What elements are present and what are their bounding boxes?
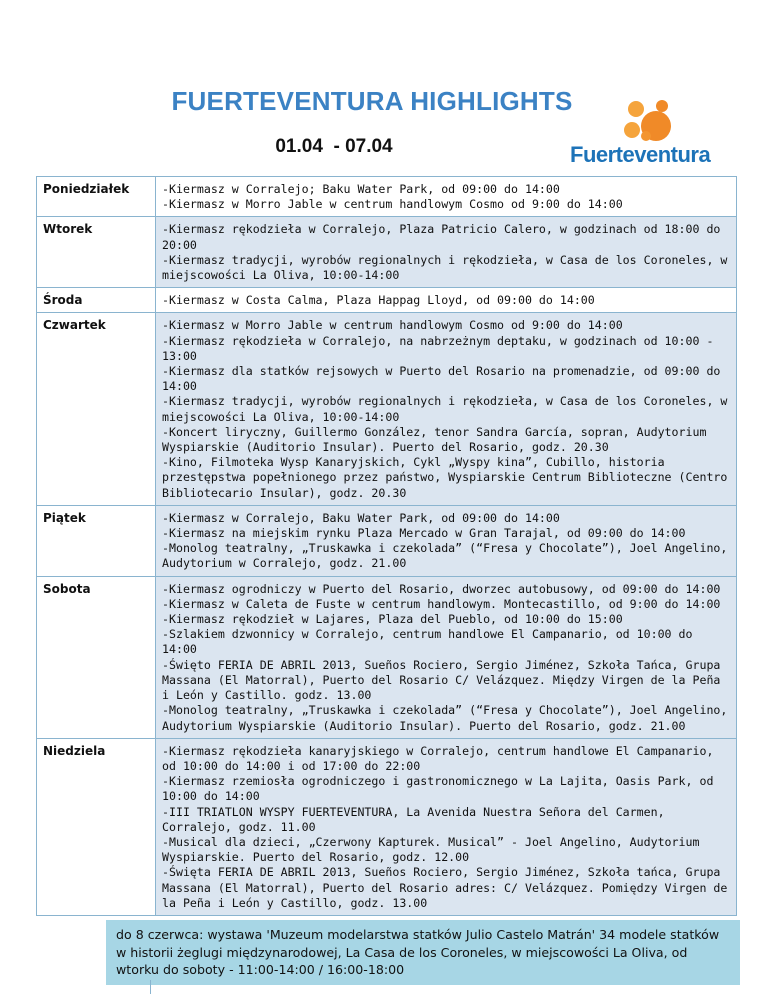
schedule-row xyxy=(37,177,737,217)
schedule-row xyxy=(37,505,737,576)
event-item: -Kiermasz w Morro Jable w centrum handlowym Cosmo od 9:00 do 14:00 xyxy=(162,318,623,333)
table-divider xyxy=(150,980,151,994)
schedule-row xyxy=(37,313,737,505)
event-item: -Kiermasz w Morro Jable w centrum handlowym Cosmo od 9:00 do 14:00 xyxy=(162,197,623,212)
day-events xyxy=(156,217,737,288)
day-label: Sobota xyxy=(37,576,156,738)
schedule-row xyxy=(37,288,737,313)
schedule-row xyxy=(37,576,737,738)
event-item: -Musical dla dzieci, „Czerwony Kapturek. Musical” - Joel Angelino, Audytorium Wyspiarskie. Puerto del Rosario, godz. 12.00 xyxy=(162,834,700,865)
event-item: -Kiermasz rzemiosła ogrodniczego i gastronomicznego w La Lajita, Oasis Park, od 10:00 do 14:00 xyxy=(162,774,714,804)
logo-text: Fuerteventura xyxy=(570,142,711,167)
schedule-row xyxy=(37,738,737,915)
day-events xyxy=(156,738,737,915)
event-item: -Kiermasz rękodzieła kanaryjskiego w Corralejo, centrum handlowe El Campanario, od 10:00 do 14:00 i od 17:00 do 22:00 xyxy=(162,743,714,773)
event-item: -Kiermasz na miejskim rynku Plaza Mercado w Gran Tarajal, od 09:00 do 14:00 xyxy=(162,526,686,541)
event-item: -Kiermasz w Corralejo, Baku Water Park, od 09:00 do 14:00 xyxy=(162,510,560,525)
day-label: Środa xyxy=(37,288,156,313)
day-label: Wtorek xyxy=(37,217,156,288)
exhibition-note: do 8 czerwca: wystawa 'Muzeum modelarstwa statków Julio Castelo Matrán' 34 modele statków w historii żeglugi międzynarodowej, La Casa de los Coroneles, w miejscowości La Oliva, od wtorku do soboty - 11:00-14:00 / 16:00-18:00 xyxy=(106,920,740,985)
day-events xyxy=(156,288,737,313)
day-label: Czwartek xyxy=(37,313,156,505)
event-item: -Święta FERIA DE ABRIL 2013, Sueños Rociero, Sergio Jiménez, Szkoła tańca, Grupa Massana (El Matorral), Puerto del Rosario adres: C/ Velázquez. Pomiędzy Virgen de la Peña i León y Castillo, godz. 13.00 xyxy=(162,865,728,910)
event-item: -Monolog teatralny, „Truskawka i czekolada” (“Fresa y Chocolate”), Joel Angelino, Audytorium w Corralejo, godz. 21.00 xyxy=(162,541,728,571)
event-item: -Szlakiem dzwonnicy w Corralejo, centrum handlowe El Campanario, od 10:00 do 14:00 xyxy=(162,627,693,657)
day-events xyxy=(156,313,737,505)
event-item: -Kiermasz tradycji, wyrobów regionalnych i rękodzieła, w Casa de los Coroneles, w miejscowości La Oliva, 10:00-14:00 xyxy=(162,252,728,283)
event-item: -Kiermasz ogrodniczy w Puerto del Rosario, dworzec autobusowy, od 09:00 do 14:00 xyxy=(162,581,721,596)
event-item: -Monolog teatralny, „Truskawka i czekolada” (“Fresa y Chocolate”), Joel Angelino, Audytorium Wyspiarskie (Auditorio Insular). Puerto del Rosario, godz. 21.00 xyxy=(162,703,728,733)
day-label: Poniedziałek xyxy=(37,177,156,217)
event-item: -Kiermasz rękodzieła w Corralejo, na nabrzeżnym deptaku, w godzinach od 10:00 - 13:00 xyxy=(162,333,714,363)
event-item: -Kiermasz w Caleta de Fuste w centrum handlowym. Montecastillo, od 9:00 do 14:00 xyxy=(162,596,721,611)
event-item: -Kiermasz tradycji, wyrobów regionalnych i rękodzieła, w Casa de los Coroneles, w miejscowości La Oliva, 10:00-14:00 xyxy=(162,394,728,424)
event-item: -Kiermasz w Costa Calma, Plaza Happag Lloyd, od 09:00 do 14:00 xyxy=(162,293,595,308)
event-item: -Kiermasz w Corralejo; Baku Water Park, od 09:00 do 14:00 xyxy=(162,182,560,196)
event-item: -Święto FERIA DE ABRIL 2013, Sueños Rociero, Sergio Jiménez, Szkoła Tańca, Grupa Massana (El Matorral), Puerto del Rosario C/ Velázquez. Między Virgen de la Peña i León y Castillo. godz. 13.00 xyxy=(162,657,721,703)
logo-icon xyxy=(566,98,736,144)
schedule-row xyxy=(37,217,737,288)
schedule-table xyxy=(36,176,737,916)
event-item: -Kiermasz dla statków rejsowych w Puerto del Rosario na promenadzie, od 09:00 do 14:00 xyxy=(162,364,721,394)
day-label: Piątek xyxy=(37,505,156,576)
date-range: 01.04 - 07.04 xyxy=(275,136,393,157)
event-item: -Koncert liryczny, Guillermo González, tenor Sandra García, sopran, Audytorium Wyspiarskie (Auditorio Insular). Puerto del Rosario, godz. 20.30 xyxy=(162,424,707,455)
event-item: -Kiermasz rękodzieł w Lajares, Plaza del Pueblo, od 10:00 do 15:00 xyxy=(162,612,623,627)
page-title: FUERTEVENTURA HIGHLIGHTS xyxy=(171,86,573,116)
day-label: Niedziela xyxy=(37,738,156,915)
fuerteventura-logo xyxy=(566,98,736,168)
day-events xyxy=(156,576,737,738)
event-item: -Kino, Filmoteka Wysp Kanaryjskich, Cykl „Wyspy kina”, Cubillo, historia przestępstwa popełnionego przez państwo, Wyspiarskie Centrum Biblioteczne (Centro Bibliotecario Insular), godz. 20.30 xyxy=(162,455,728,500)
event-item: -Kiermasz rękodzieła w Corralejo, Plaza Patricio Calero, w godzinach od 18:00 do 20:00 xyxy=(162,222,721,252)
event-item: -III TRIATLON WYSPY FUERTEVENTURA, La Avenida Nuestra Señora del Carmen, Corralejo, godz. 11.00 xyxy=(162,804,665,834)
day-events xyxy=(156,177,737,217)
day-events xyxy=(156,505,737,576)
